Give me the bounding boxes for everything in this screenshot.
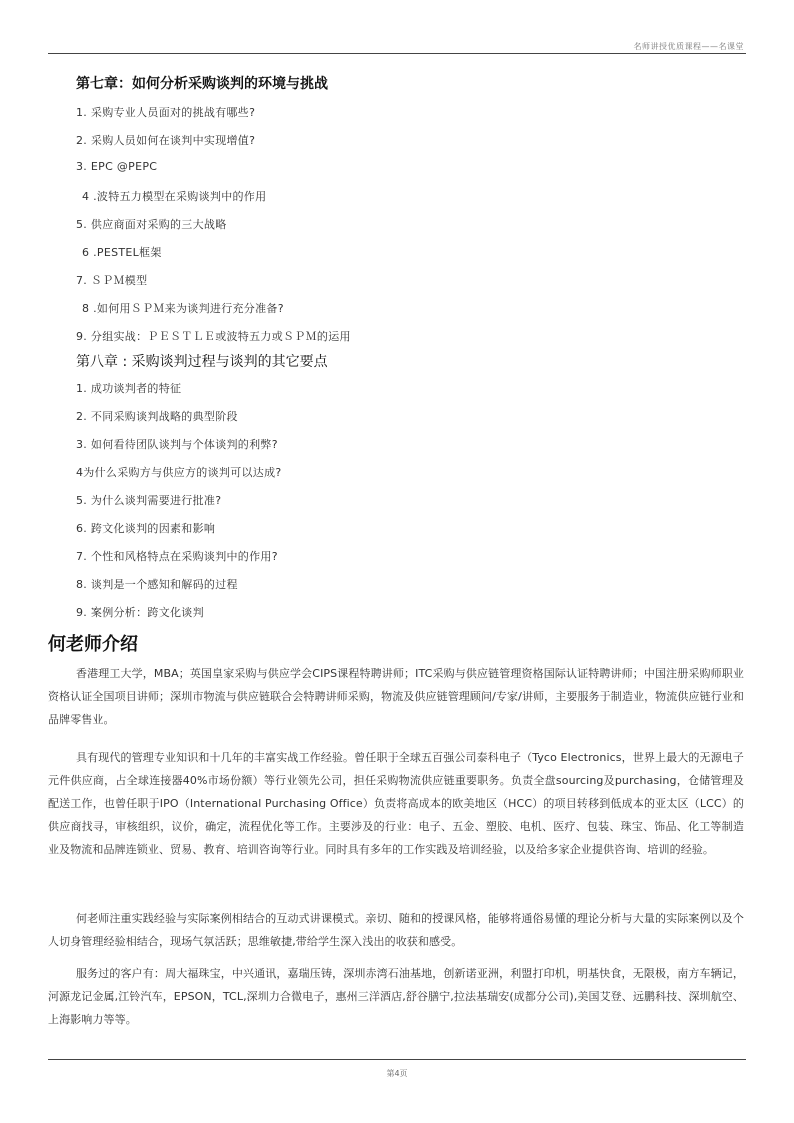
chapter8-item: 8. 谈判是一个感知和解码的过程 — [76, 578, 238, 591]
chapter7-item: 6 .PESTEL框架 — [82, 246, 162, 259]
page-number: 第4页 — [386, 1069, 408, 1078]
chapter7-item: 8 .如何用ＳＰＭ来为谈判进行充分准备? — [82, 302, 284, 315]
teacher-paragraph: 服务过的客户有：周大福珠宝，中兴通讯，嘉瑞压铸，深圳赤湾石油基地，创新诺亚洲，利盟打印机，明基快食，无限极，南方车辆记，河源龙记金属,江铃汽车，EPSON，TCL,深圳力合微电子，惠州三洋酒店,舒谷膳宁,拉法基瑞安(成都分公司),美国艾登、远鹏科技、深圳航空、上海影响力等等。 — [48, 967, 744, 1026]
teacher-paragraph: 具有现代的管理专业知识和十几年的丰富实战工作经验。曾任职于全球五百强公司泰科电子（Tyco Electronics，世界上最大的无源电子元件供应商，占全球连接器40%市场份额）等行业领先公司，担任采购物流供应链重要职务。负责全盘sourcing及purchasing，仓储管理及配送工作，也曾任职于IPO（International Purchasing Office）负责将高成本的欧美地区（HCC）的项目转移到低成本的亚太区（LCC）的供应商找寻，审核组织，议价，确定，流程优化等工作。主要涉及的行业：电子、五金、塑胶、电机、医疗、包装、珠宝、饰品、化工等制造业及物流和品牌连锁业、贸易、教育、培训咨询等行业。同时具有多年的工作实践及培训经验，以及给多家企业提供咨询、培训的经验。 — [48, 751, 744, 856]
chapter8-item: 6. 跨文化谈判的因素和影响 — [76, 522, 216, 535]
chapter7-item: 5. 供应商面对采购的三大战略 — [76, 218, 227, 231]
chapter7-item: 3. EPC @PEPC — [76, 160, 158, 173]
chapter8-item: 1. 成功谈判者的特征 — [76, 382, 182, 395]
teacher-section-title: 何老师介绍 — [48, 634, 138, 655]
chapter8-item: 2. 不同采购谈判战略的典型阶段 — [76, 410, 238, 423]
header-rule — [48, 53, 746, 54]
teacher-paragraph: 香港理工大学，MBA；英国皇家采购与供应学会CIPS课程特聘讲师；ITC采购与供应链管理资格国际认证特聘讲师；中国注册采购师职业资格认证全国项目讲师；深圳市物流与供应链联合会特聘讲师采购，物流及供应链管理顾问/专家/讲师，主要服务于制造业，物流供应链行业和品牌零售业。 — [48, 667, 744, 726]
chapter8-item: 9. 案例分析：跨文化谈判 — [76, 606, 204, 619]
header-text: 名师讲授优质课程——名课堂 — [633, 42, 744, 51]
chapter7-item: 7. ＳＰＭ模型 — [76, 274, 148, 287]
chapter8-item: 5. 为什么谈判需要进行批准? — [76, 494, 222, 507]
chapter7-item: 1. 采购专业人员面对的挑战有哪些? — [76, 106, 256, 119]
footer-rule — [48, 1059, 746, 1060]
teacher-paragraph: 何老师注重实践经验与实际案例相结合的互动式讲课模式。亲切、随和的授课风格，能够将通俗易懂的理论分析与大量的实际案例以及个人切身管理经验相结合，现场气氛活跃；思维敏捷,带给学生深入浅出的收获和感受。 — [48, 912, 744, 948]
chapter7-item: 9. 分组实战：ＰＥＳＴＬＥ或波特五力或ＳＰＭ的运用 — [76, 330, 351, 343]
chapter7-title: 第七章：如何分析采购谈判的环境与挑战 — [76, 76, 328, 92]
chapter8-title: 第八章 : 采购谈判过程与谈判的其它要点 — [76, 354, 328, 370]
chapter8-item: 3. 如何看待团队谈判与个体谈判的利弊? — [76, 438, 278, 451]
chapter7-item: 4 .波特五力模型在采购谈判中的作用 — [82, 190, 267, 203]
chapter8-item: 4为什么采购方与供应方的谈判可以达成? — [76, 466, 282, 479]
chapter8-item: 7. 个性和风格特点在采购谈判中的作用? — [76, 550, 278, 563]
chapter7-item: 2. 采购人员如何在谈判中实现增值? — [76, 134, 256, 147]
